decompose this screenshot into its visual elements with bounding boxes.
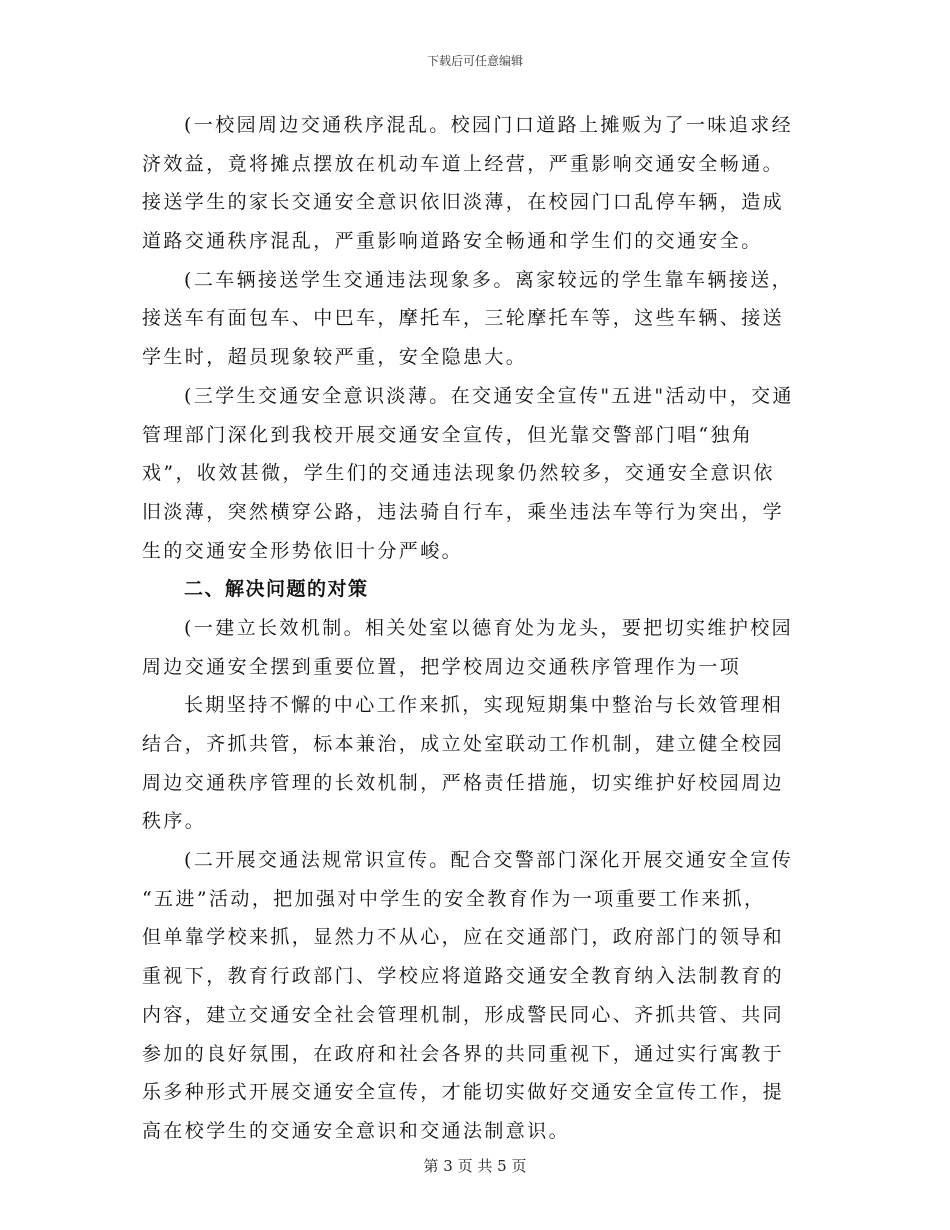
text-line: 接送学生的家长交通安全意识依旧淡薄，在校园门口乱停车辆，造成 bbox=[142, 191, 785, 214]
text-line: 重视下，教育行政部门、学校应将道路交通安全教育纳入法制教育的 bbox=[142, 965, 785, 988]
text-line: 秩序。 bbox=[142, 810, 207, 833]
text-line: 接送车有面包车、中巴车，摩托车，三轮摩托车等，这些车辆、接送 bbox=[142, 307, 785, 330]
text-line: 管理部门深化到我校开展交通安全宣传，但光靠交警部门唱“独角 bbox=[142, 423, 754, 446]
page-number: 第 3 页 共 5 页 bbox=[423, 1157, 527, 1175]
text-line: 参加的良好氛围，在政府和社会各界的共同重视下，通过实行寓教于 bbox=[142, 1042, 785, 1065]
text-line: 学生时，超员现象较严重，安全隐患大。 bbox=[142, 346, 528, 369]
text-line: (一建立长效机制。相关处室以德育处为龙头，要把切实维护校园 bbox=[184, 616, 794, 639]
text-line: 长期坚持不懈的中心工作来抓，实现短期集中整治与长效管理相 bbox=[184, 694, 784, 717]
text-line: 济效益，竟将摊点摆放在机动车道上经营，严重影响交通安全畅通。 bbox=[142, 152, 785, 175]
text-line: (一校园周边交通秩序混乱。校园门口道路上摊贩为了一味追求经 bbox=[184, 114, 794, 136]
document-body bbox=[142, 106, 802, 1151]
text-line: 道路交通秩序混乱，严重影响道路安全畅通和学生们的交通安全。 bbox=[142, 230, 763, 253]
text-line: 高在校学生的交通安全意识和交通法制意识。 bbox=[142, 1119, 571, 1142]
text-line: “五进”活动，把加强对中学生的安全教育作为一项重要工作来抓， bbox=[142, 887, 766, 910]
text-line: 周边交通安全摆到重要位置，把学校周边交通秩序管理作为一项 bbox=[142, 655, 742, 678]
text-line: 内容，建立交通安全社会管理机制，形成警民同心、齐抓共管、共同 bbox=[142, 1003, 785, 1026]
section-heading: 二、解决问题的对策 bbox=[184, 578, 369, 601]
page-header: 下载后可任意编辑 bbox=[426, 54, 523, 68]
text-line: (二车辆接送学生交通违法现象多。离家较远的学生靠车辆接送， bbox=[184, 268, 794, 291]
text-line: 周边交通秩序管理的长效机制，严格责任措施，切实维护好校园周边 bbox=[142, 771, 785, 794]
text-line: (三学生交通安全意识淡薄。在交通安全宣传"五进"活动中，交通 bbox=[184, 384, 794, 407]
text-line: 生的交通安全形势依旧十分严峻。 bbox=[142, 539, 464, 562]
text-line: 戏”，收效甚微，学生们的交通违法现象仍然较多，交通安全意识依 bbox=[142, 462, 775, 485]
text-line: 乐多种形式开展交通安全宣传，才能切实做好交通安全宣传工作，提 bbox=[142, 1081, 785, 1104]
text-line: 结合，齐抓共管，标本兼治，成立处室联动工作机制，建立健全校园 bbox=[142, 733, 785, 755]
text-line: (二开展交通法规常识宣传。配合交警部门深化开展交通安全宣传 bbox=[184, 849, 794, 872]
text-line: 但单靠学校来抓，显然力不从心，应在交通部门，政府部门的领导和 bbox=[142, 926, 785, 949]
text-line: 旧淡薄，突然横穿公路，违法骑自行车，乘坐违法车等行为突出，学 bbox=[142, 500, 785, 523]
